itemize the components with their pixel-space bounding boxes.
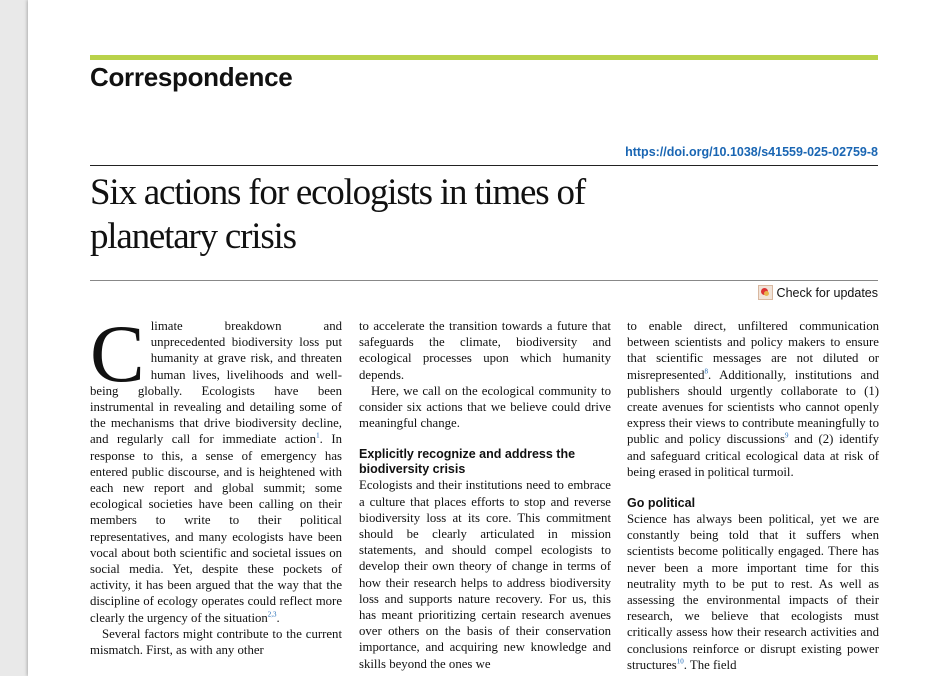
drop-cap: C [90, 308, 145, 399]
reference-link[interactable]: 1 [316, 432, 320, 441]
paragraph: Here, we call on the ecological community to consider six actions that we believe could drive meaningful change. [359, 383, 611, 431]
paragraph: to enable direct, unfiltered communication between scientists and policy makers to ensure that scientific messages are not diluted or misrepresented$^8$. Additionally, institutions and publishers should urgently collaborate to (1) create avenues for scientists who cannot openly express their views to contribute meaningfully to public and policy discussions$^9$ and (2) identify and safeguard critical ecological data at risk of being erased in political turmoil. [627, 319, 879, 479]
title-line-2: planetary crisis [90, 216, 296, 257]
column-3 [627, 318, 879, 673]
article-title [90, 171, 850, 259]
paragraph: Climate breakdown and unprecedented biodiversity loss put humanity at grave risk, and threaten human lives, livelihoods and well-being globally. Ecologists have been instrumental in revealing and detailing some of the mechanisms that drive biodiversity decline, and regularly call for immediate action$^1$. In response to this, a sense of emergency has entered public discourse, and is heightened with each new report and global summit; some ecological societies have been calling on their members to write to their political representatives, and many ecologists have been vocal about both scientific and societal issues on social media. Yet, despite these pockets of activity, it has been argued that the way that the discipline of ecology operates could reflect more clearly the urgency of the situation$^{2,3}$. [90, 308, 342, 625]
paragraph: to accelerate the transition towards a future that safeguards the climate, biodiversity and ecological processes upon which humanity depends. [359, 319, 611, 382]
reference-link[interactable]: 9 [785, 432, 789, 441]
check-updates-button[interactable] [758, 285, 878, 300]
section-heading: Go political [627, 496, 696, 511]
divider [90, 165, 878, 166]
reference-link[interactable]: 8 [704, 367, 708, 376]
article-page [28, 0, 940, 676]
section-heading: Explicitly recognize and address the biodiversity crisis [359, 447, 576, 477]
paragraph: Ecologists and their institutions need to embrace a culture that places efforts to stop and reverse biodiversity loss at its core. This commitment should be clearly articulated in mission statements, and should compel ecologists to develop their own theory of change in terms of how their research helps to address biodiversity loss and supports nature recovery. For us, this has meant prioritizing certain research avenues over others on the basis of their conservation importance, and acquiring new knowledge and skills beyond the ones we [359, 478, 611, 671]
reference-link[interactable]: 2,3 [267, 610, 277, 619]
paragraph: Several factors might contribute to the current mismatch. First, as with any other [90, 626, 342, 658]
column-1 [90, 308, 342, 658]
divider [90, 280, 878, 281]
check-updates-label: Check for updates [776, 285, 878, 300]
section-label: Correspondence [90, 62, 293, 92]
accent-bar [90, 55, 878, 60]
title-line-1: Six actions for ecologists in times of [90, 172, 585, 213]
crossmark-icon [758, 285, 773, 300]
paragraph: Science has always been political, yet we are constantly being told that it suffers when scientists become politically engaged. There has never been a more important time for this neutrality myth to be put to rest. As well as assessing the environmental impacts of their research, we believe that ecologists must critically assess how their research activities and conclusions reinforce or disrupt existing power structures$^{10}$. The field [627, 512, 879, 672]
reference-link[interactable]: 10 [676, 657, 684, 666]
column-2 [359, 318, 611, 672]
doi-link[interactable]: https://doi.org/10.1038/s41559-025-02759-8 [625, 145, 878, 159]
